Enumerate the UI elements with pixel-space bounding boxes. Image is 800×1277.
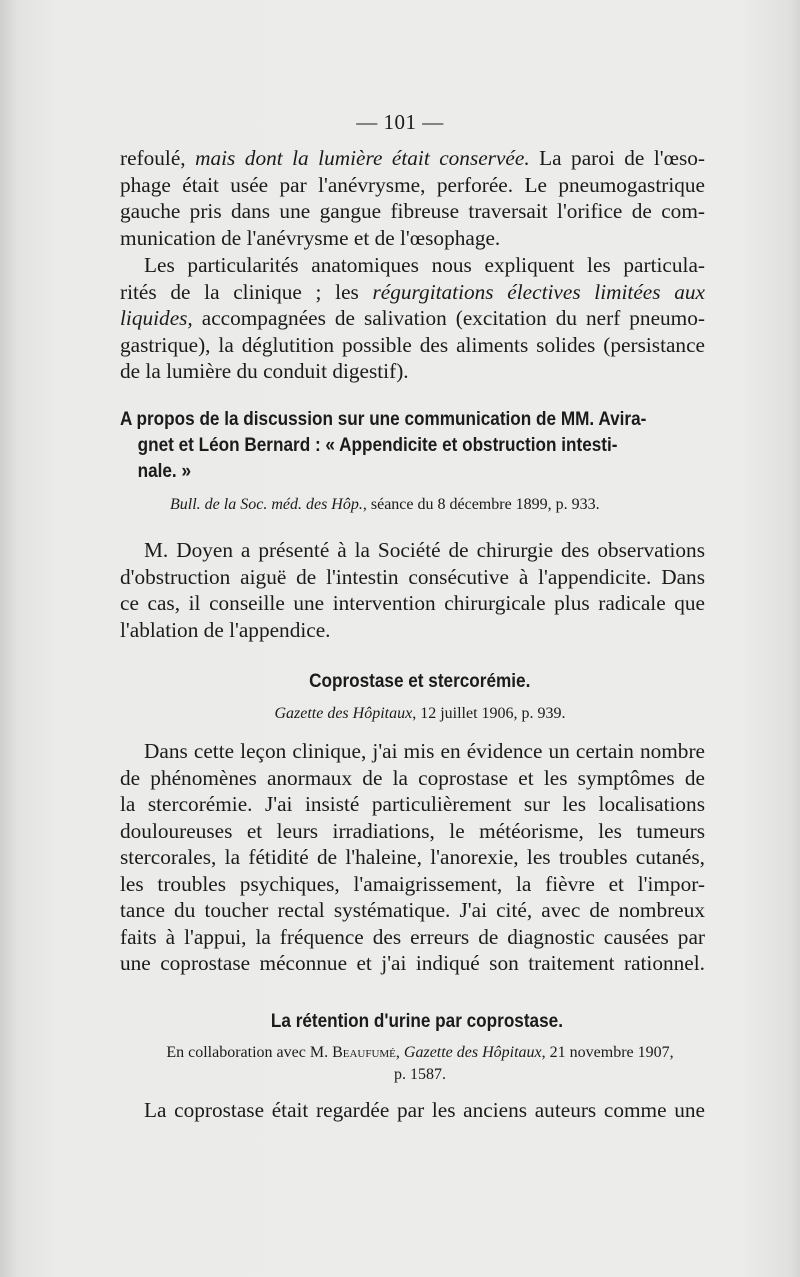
paragraph-doyen — [120, 537, 705, 643]
heading-line: A propos de la discussion sur une communication de MM. Avira- — [120, 408, 647, 430]
paragraph-retention — [120, 1097, 705, 1124]
text-line: tance du toucher rectal systématique. J'ai cité, avec de nombreux — [120, 898, 705, 922]
text-line: de phénomènes anormaux de la coprostase et les symptômes de — [120, 765, 705, 790]
text-line: munication de l'anévrysme et de l'œsophage. — [120, 225, 501, 250]
text-line: ce cas, il conseille une intervention chirurgicale plus radicale que — [120, 591, 705, 615]
section-heading-appendicite — [120, 406, 705, 484]
paragraph-continuation — [120, 145, 705, 251]
text-line: phage était usée par l'anévrysme, perforée. Le pneumogastrique — [120, 172, 705, 197]
text-line: liquides, accompagnées de salivation (excitation du nerf pneumo- — [120, 306, 705, 330]
text-line: l'ablation de l'appendice. — [120, 617, 331, 642]
text-line: gastrique), la déglutition possible des aliments solides (persistance — [120, 332, 705, 357]
text-line: Dans cette leçon clinique, j'ai mis en évidence un certain nombre — [144, 739, 705, 763]
text-line: d'obstruction aiguë de l'intestin consécutive à l'appendicite. Dans — [120, 564, 705, 589]
text-line: refoulé, mais dont la lumière était conservée. La paroi de l'œso- — [120, 146, 705, 170]
page-number: — 101 — — [356, 110, 444, 134]
text-line: gauche pris dans une gangue fibreuse traversait l'orifice de com- — [120, 199, 705, 223]
paragraph-coprostase — [120, 738, 705, 977]
paragraph-anatomy — [120, 252, 705, 385]
text-line: stercorales, la fétidité de l'haleine, l'anorexie, les troubles cutanés, — [120, 845, 705, 869]
text-line: faits à l'appui, la fréquence des erreurs de diagnostic causées par — [120, 924, 705, 949]
text-line: une coprostase méconnue et j'ai indiqué son traitement rationnel. — [120, 951, 705, 975]
text-line: rités de la clinique ; les régurgitations électives limitées aux — [120, 279, 705, 304]
citation-gazette-1906: Gazette des Hôpitaux, 12 juillet 1906, p. 939. — [274, 705, 566, 722]
text-line: M. Doyen a présenté à la Société de chirurgie des observations — [144, 538, 705, 562]
text-line: les troubles psychiques, l'amaigrissement, la fièvre et l'impor- — [120, 871, 705, 896]
text-line: Les particularités anatomiques nous expliquent les particula- — [144, 253, 705, 277]
citation-bulletin: Bull. de la Soc. méd. des Hôp., séance du 8 décembre 1899, p. 933. — [170, 496, 600, 513]
text-line: de la lumière du conduit digestif). — [120, 359, 409, 383]
section-heading-coprostase: Coprostase et stercorémie. — [309, 670, 531, 692]
section-heading-retention: La rétention d'urine par coprostase. — [270, 1010, 564, 1032]
text-line: douloureuses et leurs irradiations, le météorisme, les tumeurs — [120, 818, 705, 843]
heading-line: nale. » — [137, 460, 192, 482]
text-line: La coprostase était regardée par les anciens auteurs comme une — [144, 1098, 705, 1122]
citation-gazette-1907: En collaboration avec M. Beaufumé, Gazette des Hôpitaux, 21 novembre 1907, — [166, 1044, 674, 1061]
citation-page: p. 1587. — [394, 1066, 446, 1083]
heading-line: gnet et Léon Bernard : « Appendicite et obstruction intesti- — [137, 434, 618, 456]
text-line: la stercorémie. J'ai insisté particulièrement sur les localisations — [120, 792, 705, 816]
